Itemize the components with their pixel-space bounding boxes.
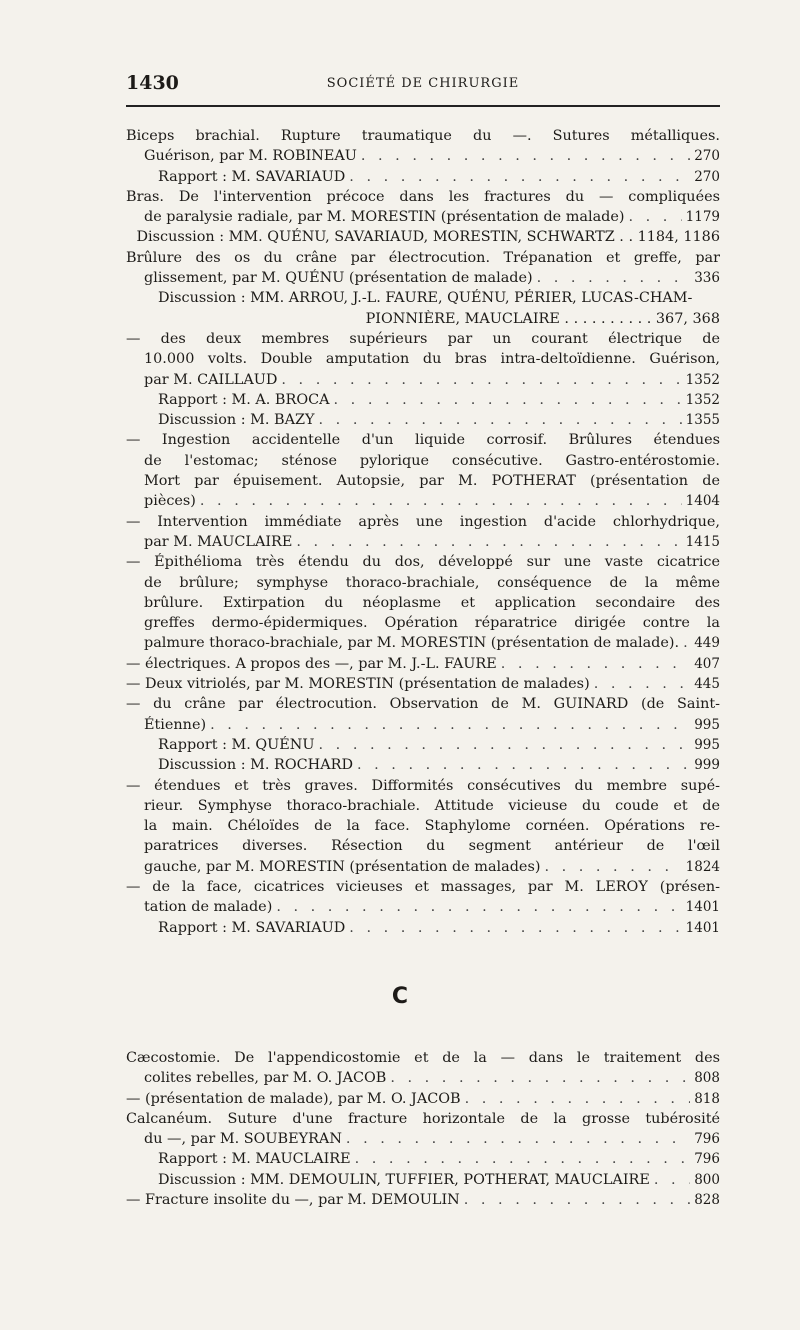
leader-dots <box>210 715 690 735</box>
leader-dots <box>537 268 691 288</box>
entry-text: Discussion : M. ROCHARD <box>158 757 353 774</box>
entry-text: gauche, par M. MORESTIN (présentation de malades) <box>144 858 541 875</box>
index-line <box>126 1068 720 1088</box>
page-reference: 999 <box>694 757 720 774</box>
section-letter: C <box>391 984 409 1009</box>
index-line <box>126 1190 720 1210</box>
entry-text: — du crâne par électrocution. Observation de M. GUINARD (de Saint- <box>126 696 720 713</box>
index-line <box>126 857 720 877</box>
page-reference: 796 <box>694 1151 720 1168</box>
entry-text: Rapport : M. MAUCLAIRE <box>158 1151 351 1168</box>
index-line <box>126 349 720 369</box>
index-line <box>126 146 720 166</box>
index-line <box>126 877 720 897</box>
entry-text: Étienne) <box>144 716 207 733</box>
index-entries-b <box>126 126 720 938</box>
index-line <box>126 613 720 633</box>
page-reference: 1179 <box>685 209 720 226</box>
page-reference: 828 <box>694 1192 720 1209</box>
entry-text: — Ingestion accidentelle d'un liquide corrosif. Brûlures étendues <box>126 432 720 449</box>
index-line <box>126 491 720 511</box>
index-line <box>126 268 720 288</box>
page-reference: 800 <box>694 1171 720 1188</box>
index-line <box>126 654 720 674</box>
page-reference: 995 <box>694 716 720 733</box>
page-reference: 808 <box>694 1070 720 1087</box>
page-reference: 270 <box>694 148 720 165</box>
index-line <box>126 715 720 735</box>
index-line <box>126 512 720 532</box>
entry-text: PIONNIÈRE, MAUCLAIRE . . . . . . . . . . 367, 368 <box>365 310 720 327</box>
index-line <box>126 126 720 146</box>
entry-text: de brûlure; symphyse thoraco-brachiale, conséquence de la même <box>144 574 720 591</box>
entry-text: Rapport : M. QUÉNU <box>158 736 315 753</box>
leader-dots <box>200 491 682 511</box>
page-reference: 1404 <box>685 493 720 510</box>
entry-text: Bras. De l'intervention précoce dans les fractures du — compliquées <box>126 188 720 205</box>
entry-text: — Intervention immédiate après une ingestion d'acide chlorhydrique, <box>126 513 720 530</box>
leader-dots <box>319 410 682 430</box>
page-reference: 1401 <box>685 899 720 916</box>
entry-text: — Fracture insolite du —, par M. DEMOULIN <box>126 1192 460 1209</box>
entry-text: brûlure. Extirpation du néoplasme et application secondaire des <box>144 594 720 611</box>
index-line <box>126 451 720 471</box>
entry-text: par M. MAUCLAIRE <box>144 533 293 550</box>
index-line <box>126 532 720 552</box>
entry-text: pièces) <box>144 493 196 510</box>
page-reference: 995 <box>694 736 720 753</box>
index-line <box>126 288 720 308</box>
leader-dots <box>357 755 690 775</box>
index-line <box>126 390 720 410</box>
index-line <box>126 309 720 329</box>
leader-dots <box>349 167 690 187</box>
leader-dots <box>464 1190 690 1210</box>
leader-dots <box>465 1089 691 1109</box>
entry-text: Biceps brachial. Rupture traumatique du —. Sutures métalliques. <box>126 128 720 144</box>
index-line <box>126 735 720 755</box>
entry-text: Cæcostomie. De l'appendicostomie et de la — dans le traitement des <box>126 1050 720 1066</box>
page-reference: 270 <box>694 168 720 185</box>
entry-text: rieur. Symphyse thoraco-brachiale. Attitude vicieuse du coude et de <box>144 797 720 814</box>
page-reference: 336 <box>694 270 720 287</box>
index-line <box>126 1170 720 1190</box>
entry-text: Mort par épuisement. Autopsie, par M. POTHERAT (présentation de <box>144 473 720 490</box>
leader-dots <box>349 918 681 938</box>
entry-text: de paralysie radiale, par M. MORESTIN (présentation de malade) <box>144 209 625 226</box>
page-reference: 407 <box>694 655 720 672</box>
leader-dots <box>594 674 691 694</box>
page-number: 1430 <box>126 72 179 94</box>
leader-dots <box>281 370 681 390</box>
page-reference: 1355 <box>685 412 720 429</box>
leader-dots <box>544 857 681 877</box>
entry-text: Calcanéum. Suture d'une fracture horizontale de la grosse tubérosité <box>126 1110 720 1127</box>
leader-dots <box>276 897 681 917</box>
index-line <box>126 796 720 816</box>
page-reference: 1352 <box>685 391 720 408</box>
entry-text: par M. CAILLAUD <box>144 371 278 388</box>
entry-text: Discussion : MM. DEMOULIN, TUFFIER, POTHERAT, MAUCLAIRE <box>158 1171 650 1188</box>
entry-text: glissement, par M. QUÉNU (présentation de malade) <box>144 270 533 287</box>
leader-dots <box>390 1068 690 1088</box>
index-line <box>126 1089 720 1109</box>
index-line <box>126 633 720 653</box>
leader-dots <box>629 207 682 227</box>
entry-text: la main. Chéloïdes de la face. Staphylome cornéen. Opérations re- <box>144 818 720 835</box>
entry-text: Discussion : M. BAZY <box>158 412 315 429</box>
entry-text: Rapport : M. A. BROCA <box>158 391 330 408</box>
leader-dots <box>355 1149 691 1169</box>
entry-text: greffes dermo-épidermiques. Opération réparatrice dirigée contre la <box>144 615 720 632</box>
entry-text: — Deux vitriolés, par M. MORESTIN (présentation de malades) <box>126 676 590 693</box>
index-line <box>126 1109 720 1129</box>
entry-text: Guérison, par M. ROBINEAU <box>144 148 357 165</box>
page-reference: 449 <box>694 635 720 652</box>
index-line <box>126 1149 720 1169</box>
index-line <box>126 329 720 349</box>
index-line <box>126 755 720 775</box>
entry-text: — des deux membres supérieurs par un courant électrique de <box>126 330 720 347</box>
entry-text: colites rebelles, par M. O. JACOB <box>144 1070 387 1087</box>
leader-dots <box>319 735 691 755</box>
index-line <box>126 573 720 593</box>
index-line <box>126 248 720 268</box>
index-line <box>126 1048 720 1068</box>
index-line <box>126 897 720 917</box>
page-reference: 1824 <box>685 858 720 875</box>
entry-text: Rapport : M. SAVARIAUD <box>158 919 346 936</box>
index-line <box>126 207 720 227</box>
index-line <box>126 1129 720 1149</box>
entry-text: Discussion : MM. ARROU, J.-L. FAURE, QUÉNU, PÉRIER, LUCAS-CHAM- <box>158 290 693 307</box>
leader-dots <box>683 633 690 653</box>
index-line <box>126 593 720 613</box>
entry-text: du —, par M. SOUBEYRAN <box>144 1131 342 1148</box>
index-line <box>126 370 720 390</box>
page-reference: 445 <box>694 676 720 693</box>
entry-text: palmure thoraco-brachiale, par M. MORESTIN (présentation de malade). <box>144 635 680 652</box>
entry-text: — de la face, cicatrices vicieuses et massages, par M. LEROY (présen- <box>126 878 720 895</box>
entry-text: — étendues et très graves. Difformités consécutives du membre supé- <box>126 777 720 794</box>
running-title: SOCIÉTÉ DE CHIRURGIE <box>326 76 520 91</box>
index-line <box>126 410 720 430</box>
index-line <box>126 552 720 572</box>
entry-text: paratrices diverses. Résection du segment antérieur de l'œil <box>144 838 720 855</box>
entry-text: 10.000 volts. Double amputation du bras intra-deltoïdienne. Guérison, <box>144 351 720 368</box>
index-line <box>126 167 720 187</box>
page-header <box>126 72 720 96</box>
index-line <box>126 471 720 491</box>
page-reference: 1352 <box>685 371 720 388</box>
leader-dots <box>296 532 681 552</box>
index-line <box>126 674 720 694</box>
entry-text: — (présentation de malade), par M. O. JACOB <box>126 1090 461 1107</box>
entry-text: — électriques. A propos des —, par M. J.-L. FAURE <box>126 655 497 672</box>
leader-dots <box>334 390 682 410</box>
index-line <box>126 227 720 247</box>
entry-text: Discussion : MM. QUÉNU, SAVARIAUD, MORESTIN, SCHWARTZ . . 1184, 1186 <box>136 229 720 246</box>
leader-dots <box>501 654 690 674</box>
page-reference: 818 <box>694 1090 720 1107</box>
entry-text: Rapport : M. SAVARIAUD <box>158 168 346 185</box>
page-reference: 796 <box>694 1131 720 1148</box>
entry-text: Brûlure des os du crâne par électrocution. Trépanation et greffe, par <box>126 249 720 266</box>
leader-dots <box>361 146 690 166</box>
index-line <box>126 430 720 450</box>
leader-dots <box>654 1170 690 1190</box>
index-line <box>126 776 720 796</box>
index-line <box>126 836 720 856</box>
page-reference: 1401 <box>685 919 720 936</box>
index-line <box>126 918 720 938</box>
entry-text: — Épithélioma très étendu du dos, développé sur une vaste cicatrice <box>126 554 720 571</box>
page-reference: 1415 <box>685 533 720 550</box>
entry-text: de l'estomac; sténose pylorique consécutive. Gastro-entérostomie. <box>144 452 720 469</box>
index-line <box>126 187 720 207</box>
index-line <box>126 694 720 714</box>
index-entries-c <box>126 1048 720 1210</box>
leader-dots <box>346 1129 690 1149</box>
entry-text: tation de malade) <box>144 899 273 916</box>
header-rule <box>126 105 720 107</box>
index-line <box>126 816 720 836</box>
